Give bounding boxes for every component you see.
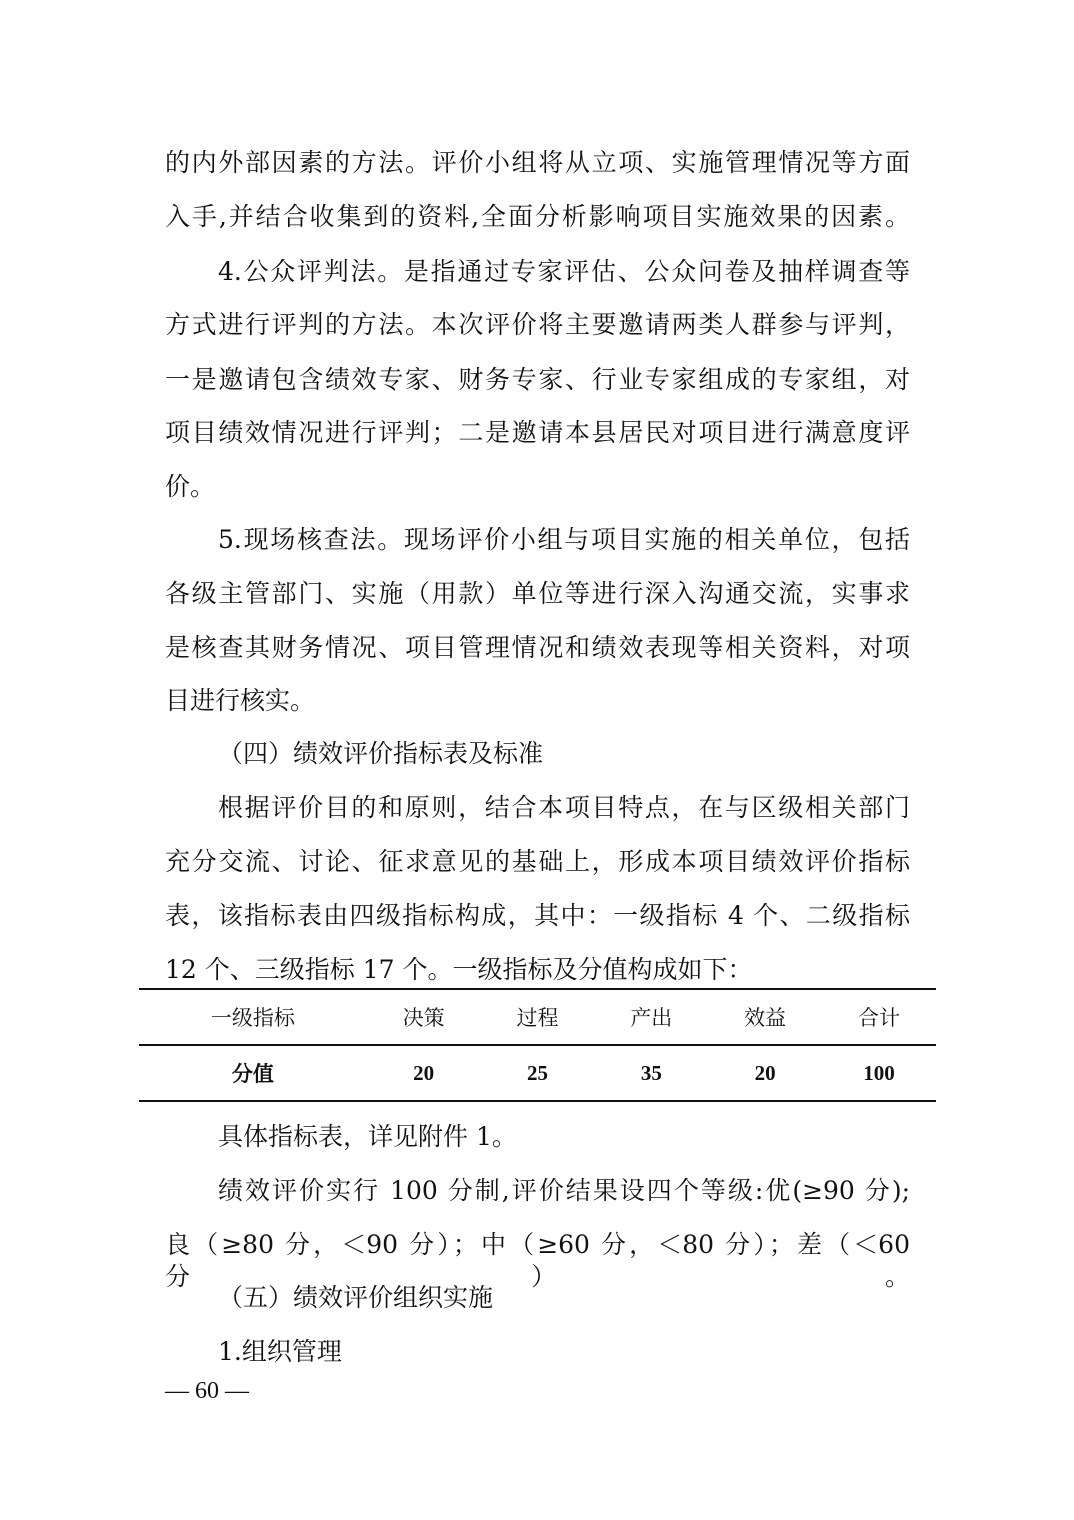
paragraph-line: 良（≥80 分，＜90 分）；中（≥60 分，＜80 分）；差（＜60 分）。: [165, 1230, 910, 1291]
table-header-cell: 过程: [481, 989, 595, 1045]
table-cell: 100: [822, 1045, 936, 1101]
table-header-cell: 效益: [708, 989, 822, 1045]
paragraph-line: 是核查其财务情况、项目管理情况和绩效表现等相关资料，对项: [165, 633, 910, 662]
paragraph-line: 项目绩效情况进行评判；二是邀请本县居民对项目进行满意度评: [165, 418, 910, 447]
paragraph-line: 绩效评价实行 100 分制,评价结果设四个等级:优(≥90 分);: [218, 1176, 910, 1205]
paragraph-line: 方式进行评判的方法。本次评价将主要邀请两类人群参与评判，: [165, 310, 910, 339]
paragraph-line: 12 个、三级指标 17 个。一级指标及分值构成如下：: [165, 955, 753, 984]
table-header-cell: 合计: [822, 989, 936, 1045]
table-header-cell: 一级指标: [139, 989, 367, 1045]
table-header-row: [139, 989, 936, 1045]
paragraph-line: 一是邀请包含绩效专家、财务专家、行业专家组成的专家组，对: [165, 365, 910, 394]
table-cell: 20: [708, 1045, 822, 1101]
table-row: [139, 1045, 936, 1101]
page-number: — 60 —: [165, 1378, 249, 1404]
subsection-heading: 1.组织管理: [218, 1337, 342, 1366]
paragraph-line: 4.公众评判法。是指通过专家评估、公众问卷及抽样调查等: [218, 257, 910, 286]
paragraph-line: 入手,并结合收集到的资料,全面分析影响项目实施效果的因素。: [165, 202, 910, 231]
paragraph-line: 各级主管部门、实施（用款）单位等进行深入沟通交流，实事求: [165, 579, 910, 608]
paragraph-line: 根据评价目的和原则，结合本项目特点，在与区级相关部门: [218, 793, 910, 822]
score-table: [139, 988, 936, 1102]
table-cell: 25: [481, 1045, 595, 1101]
table-cell: 35: [594, 1045, 708, 1101]
section-heading: （四）绩效评价指标表及标准: [218, 739, 544, 768]
paragraph-line: 充分交流、讨论、征求意见的基础上，形成本项目绩效评价指标: [165, 847, 910, 876]
paragraph-line: 目进行核实。: [165, 686, 316, 715]
table-cell: 20: [367, 1045, 481, 1101]
section-heading: （五）绩效评价组织实施: [218, 1283, 494, 1312]
paragraph-line: 价。: [165, 472, 216, 501]
table-cell: 分值: [139, 1045, 367, 1101]
table-header-cell: 决策: [367, 989, 481, 1045]
paragraph-line: 表，该指标表由四级指标构成，其中：一级指标 4 个、二级指标: [165, 901, 910, 930]
paragraph-line: 5.现场核查法。现场评价小组与项目实施的相关单位，包括: [218, 525, 910, 554]
table-header-cell: 产出: [594, 989, 708, 1045]
paragraph-line: 具体指标表，详见附件 1。: [218, 1122, 517, 1151]
paragraph-line: 的内外部因素的方法。评价小组将从立项、实施管理情况等方面: [165, 148, 910, 177]
